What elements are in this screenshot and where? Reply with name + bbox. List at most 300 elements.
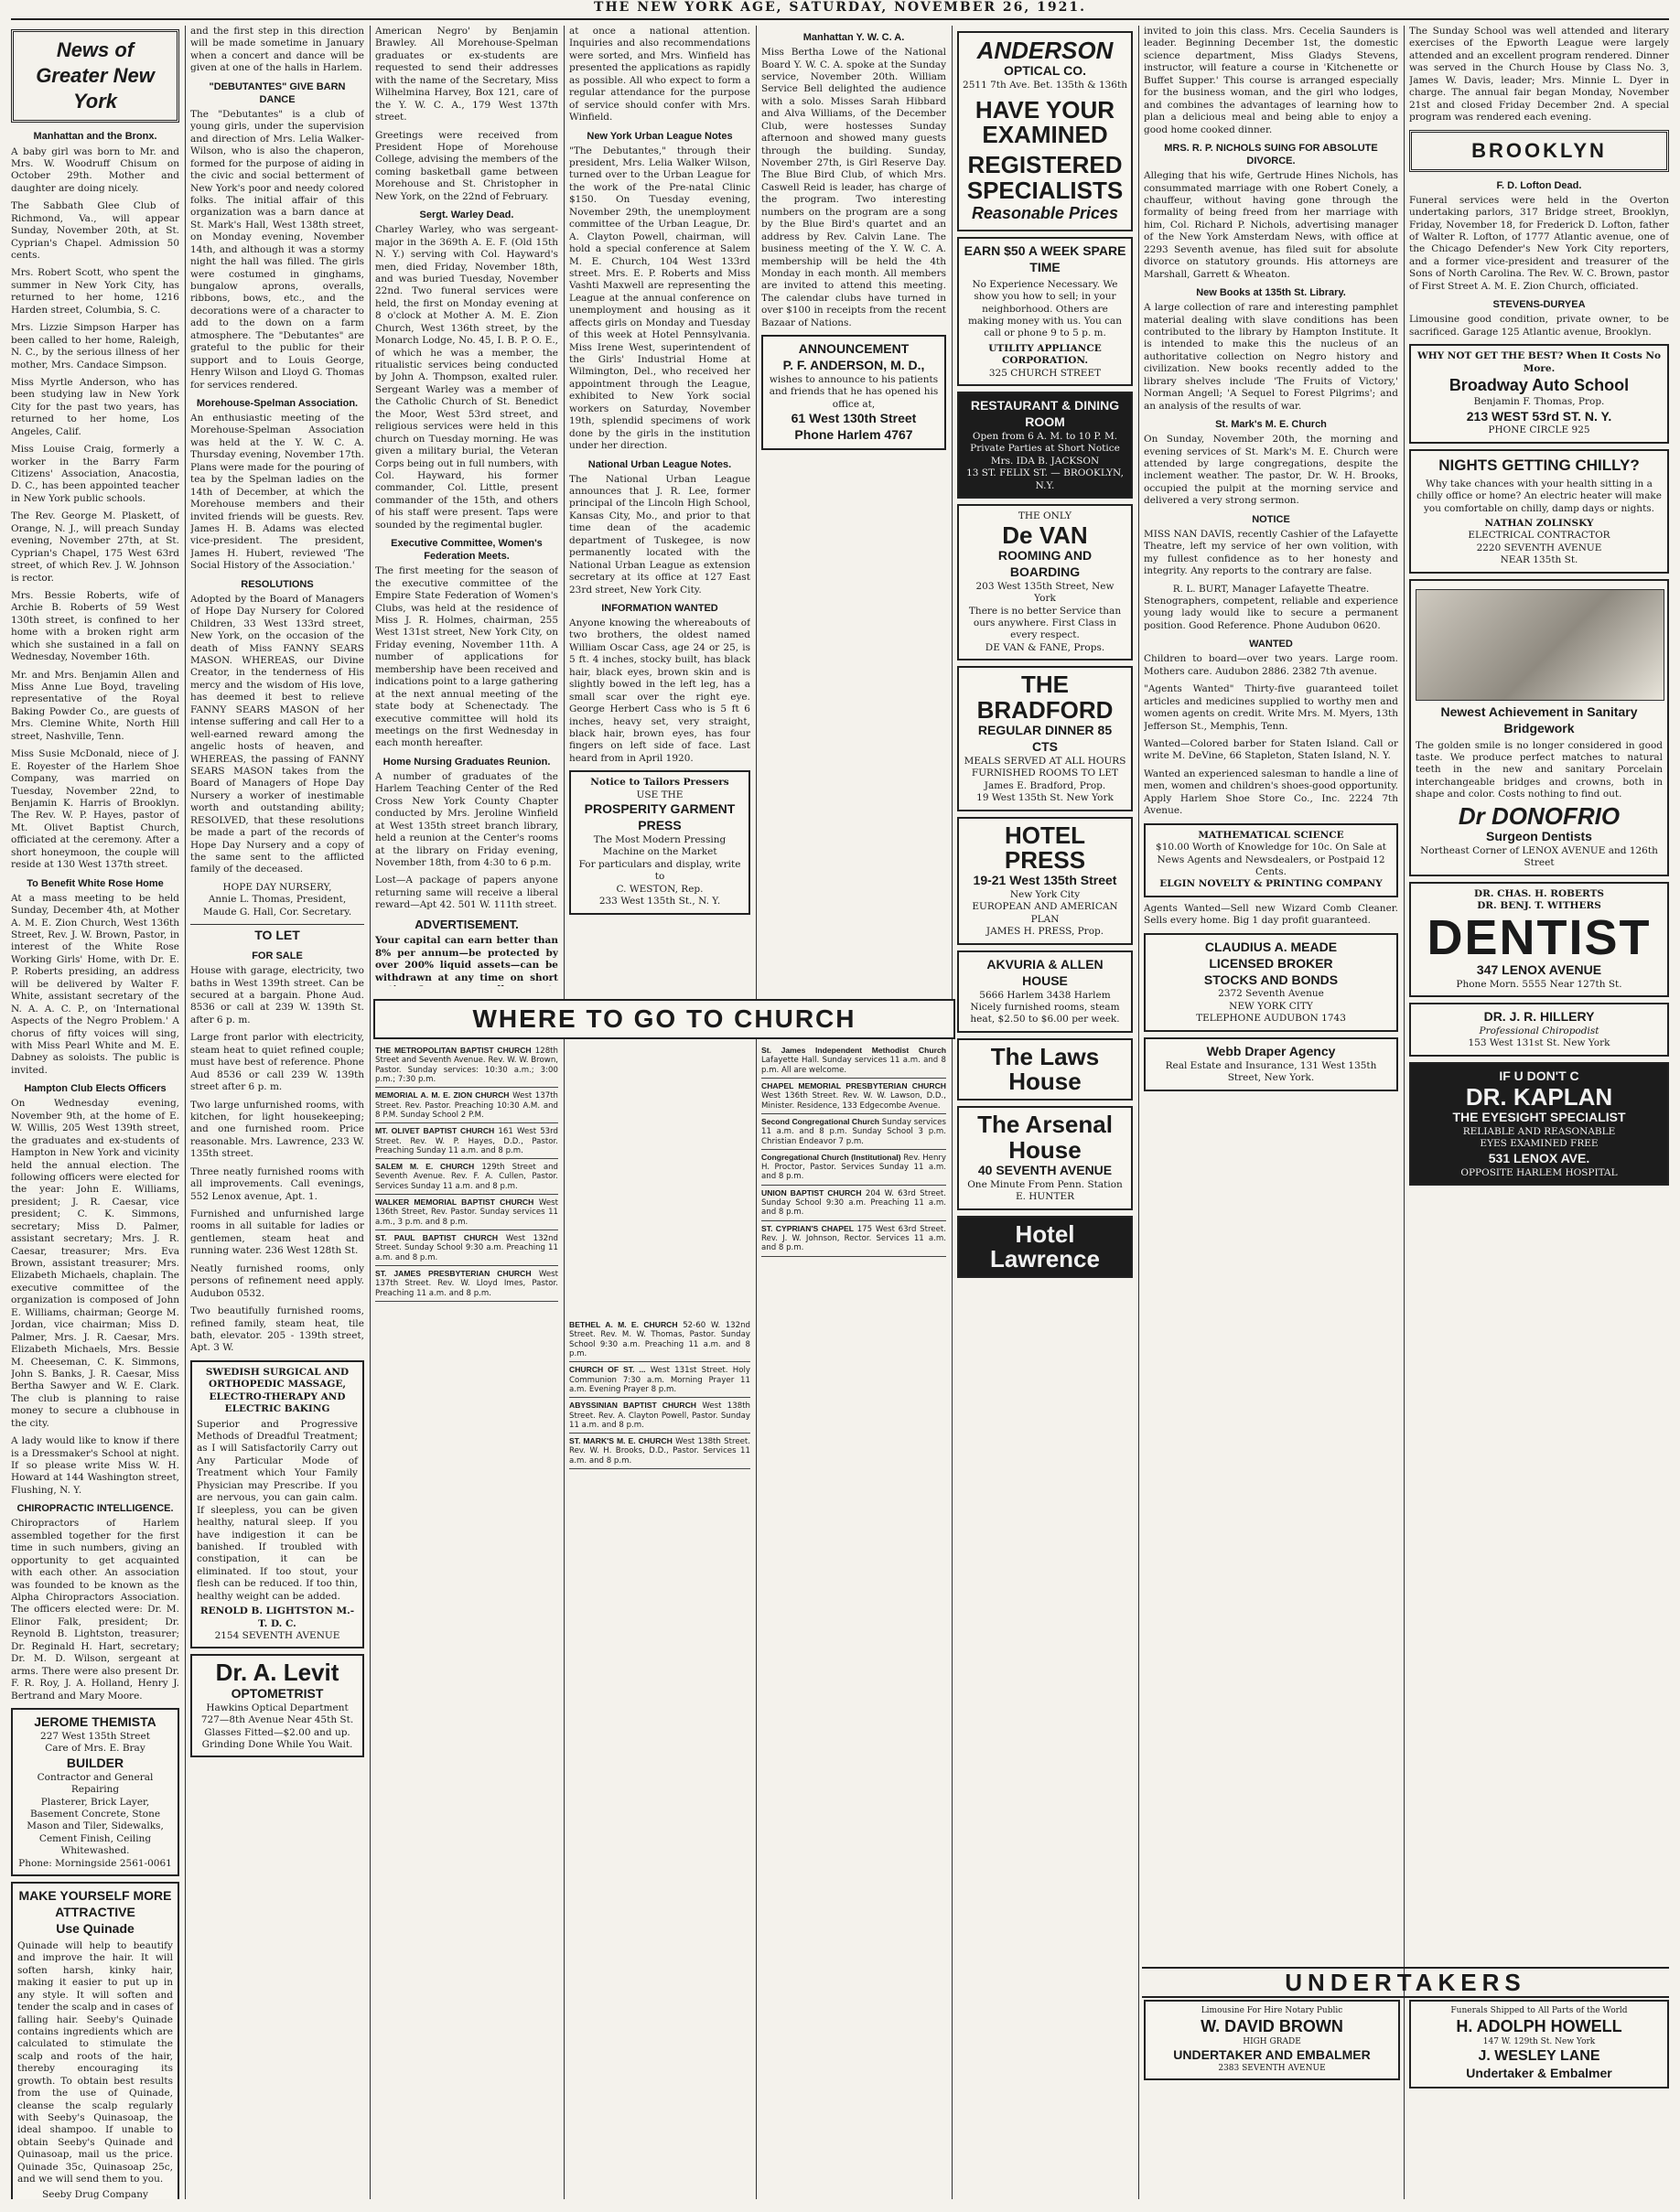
dentist-illustration [1416,589,1664,701]
article-body: "The Debutantes," through their president, Mrs. Lelia Walker Wilson, turned over to the Urban League for the work of the Pre-natal Clinic $150. On Tuesday evening, November 29th, the unemployment committee of the Urban League, Dr. A. Clayton Powell, chairman, will hold a special conference at Salem M. E. Church, 104 West 133rd street. Mrs. E. P. Roberts and Miss Vashti Maxwell are representing the League at the annual conference on unemployment and housing as it affects girls on Monday and Tuesday of this week at Hotel Pennsylvania. Miss Irene West, superintendent of the Girls' Industrial Home at Wilmington, Del., who received her appointment through the League, exhibited to New York social workers on Saturday, November 19th, splendid specimens of work done by the girls in the institution under her direction. [569,145,750,452]
news-item: Mrs. Lizzie Simpson Harper has been called to her home, Raleigh, N. C., by the serious illness of her mother, Mrs. Candace Simpson. [11,322,179,370]
ad-line: EYES EXAMINED FREE [1480,1138,1599,1150]
ad-line: James E. Bradford, Prop. [984,779,1106,791]
church-details: 129th Street and Seventh Avenue. Rev. F. A. Cullen, Pastor. Services Sunday 11 a.m. and 8 p.m. [375,1163,558,1191]
column-rule [1138,26,1139,2199]
church-name: ST. JAMES PRESBYTERIAN CHURCH [375,1268,532,1278]
church-listing [375,1195,558,1230]
church-listing [375,1088,558,1123]
article-body: Funeral services were held in the Overton undertaking parlors, 317 Bridge street, Brooklyn, Friday, November 18, for Frederick D. Lofton, father of Walter R. Lofton, of 1777 Atlantic avenue, one of the Chicago Defender's New York City reporters, and a former vice-president and treasurer of the Sons of North Carolina. The Rev. W. C. Brown, pastor of First Street A. M. E. Zion Church, officiated. [1409,194,1669,292]
church-listing [375,1266,558,1302]
ad-line: New York City [1009,889,1081,900]
ad-title: J. WESLEY LANE [1478,2048,1600,2064]
church-name: CHAPEL MEMORIAL PRESBYTERIAN CHURCH [761,1080,946,1090]
ad-title: De VAN [1002,521,1088,549]
church-listing [375,1123,558,1159]
ad-line: TELEPHONE AUDUBON 1743 [1196,1013,1346,1025]
ad-line: Plasterer, Brick Layer, Basement Concrete, Stone Mason and Tiler, Sidewalks, Cement Finish, Ceiling Whitewashed. [27,1796,164,1857]
section-banner: News of Greater New York [11,29,179,123]
ad-line: 61 West 130th Street [791,411,917,426]
church-column-a [375,1043,558,2199]
ad-line: Glasses Fitted—$2.00 and up. [204,1726,350,1738]
ad-title: MATHEMATICAL SCIENCE [1198,829,1344,841]
church-details: Rev. Henry H. Proctor, Pastor. Services Sunday 11 a.m. and 8 p.m. [761,1153,946,1182]
column-rule [564,26,565,2199]
column-5-ads [957,26,1133,2199]
church-directory-header: WHERE TO GO TO CHURCH [373,999,955,1039]
classified-ad: Furnished and unfurnished large rooms in all suitable for ladies or gentlemen, steam heat and running water. 236 West 128th St. [190,1208,364,1257]
church-listing [375,1043,558,1088]
signature-line: HOPE DAY NURSERY, [222,881,332,893]
article-body: An enthusiastic meeting of the Morehouse-Spelman Association was held at the Y. W. C. A. Thursday evening, November 17th. Plans were made for the pouring of tea by the Spelman ladies on the 14th of December, at which the Morehouse members and their invited friends will be guests. Rev. James H. B. Adams was elected vice-president. The president, James H. Hubert, reviewed 'The Social History of the Association.' [190,413,364,572]
news-item: A baby girl was born to Mr. and Mrs. W. Woodruff Chisum on October 29th. Mother and daughter are doing nicely. [11,145,179,194]
column-rule [1404,26,1405,2199]
ad-line: RELIABLE AND REASONABLE [1462,1125,1616,1137]
article-heading: To Benefit White Rose Home [27,877,164,889]
broker-ad [1144,933,1398,1032]
ad-pre: IF U DON'T C [1499,1068,1579,1083]
ad-line: 203 West 135th Street, New York [975,580,1115,605]
article-heading: New Books at 135th St. Library. [1196,287,1346,299]
ad-line: 5666 Harlem 3438 Harlem [979,989,1111,1001]
hotel-press-ad [957,817,1133,945]
church-details: West 136th Street, Rev. Pastor. Sunday services 11 a.m., 3 p.m. and 8 p.m. [375,1198,558,1227]
column-3 [375,26,558,986]
ad-title: HOTEL PRESS [1004,821,1086,874]
ad-subtitle: Surgeon Dentists [1486,828,1592,843]
ad-line: C. WESTON, Rep. [616,883,704,895]
church-listing [569,1398,750,1434]
news-item: Mrs. Bessie Roberts, wife of Archie B. Roberts of 59 West 130th street, is confined to her home with a broken right arm which she sustained in a fall on Wednesday, November 16th. [11,589,179,663]
ad-body: No Experience Necessary. We show you how to sell; in your neighborhood. Others are making money with us. You can call or phone 9 to 5 p. m. [967,278,1123,339]
dentist-ad [1409,882,1669,997]
advertisement-heading: ADVERTISEMENT. [415,917,519,931]
ad-subtitle: THE EYESIGHT SPECIALIST [1452,1109,1626,1124]
undertaker-box [1144,2000,1400,2080]
church-name: THE METROPOLITAN BAPTIST CHURCH [375,1046,532,1055]
eyesight-ad [1409,1062,1669,1186]
article-heading: Executive Committee, Women's Federation Meets. [391,538,543,563]
church-name: WALKER MEMORIAL BAPTIST CHURCH [375,1197,534,1208]
ad-body: Superior and Progressive Methods of Dreadful Treatment; as I will Satisfactorily Carry out Any Particular Mode of Treatment which Your Family Physician may Prescribe. If you are nervous, you can gain calm. If sleepless, you can be given healthy, natural sleep. If you have indigestion it can be banished. If troubled with constipation, it can be eliminated. If too stout, your flesh can be reduced. If too thin, healthy weight can be added. [197,1418,358,1602]
builder-ad [11,1708,179,1876]
church-details: 52-60 W. 132nd Street. Rev. M. W. Thomas, Pastor. Sunday School 9:30 a.m. Preaching 11 a.m. and 8 p.m. [569,1321,750,1358]
classified-heading: STEVENS-DURYEA [1492,299,1586,311]
ad-title: ANNOUNCEMENT [798,341,910,357]
ad-title: Broadway Auto School [1448,376,1630,395]
news-item: Mrs. Robert Scott, who spent the summer in New York City, has returned to her home, 1216 Harden street, Columbia, S. C. [11,267,179,316]
church-column-c [761,1043,946,2199]
article-body: The first meeting for the season of the executive committee of the Empire State Federation of Women's Clubs, was held at the residence of Miss J. R. Holmes, chairman, 255 West 131st street, New York City, on Friday evening, November 11th. A number of applications for membership have been received and indications point to a large gathering at the next annual meeting of the state body at Schenectady. The executive committee will hold its meetings on the first Wednesday in each month hereafter. [375,565,558,749]
arsenal-house-ad [957,1106,1133,1209]
article-heading: F. D. Lofton Dead. [1496,179,1582,191]
church-listing [761,1079,946,1114]
classified-ad: Two beautifully furnished rooms, refined family, steam heat, tile bath, elevator. 205 - 139th street, Apt. 3 W. [190,1305,364,1354]
ad-line: REGULAR DINNER 85 CTS [977,722,1113,754]
notice-heading: NOTICE [1252,513,1290,525]
brooklyn-banner: BROOKLYN [1409,130,1669,172]
classified-heading: TO LET [190,924,364,944]
bradford-ad [957,666,1133,811]
ad-subtitle: Professional Chiropodist [1479,1025,1599,1036]
ad-address: 2154 SEVENTH AVENUE [214,1630,340,1642]
article-heading: Morehouse-Spelman Association. [196,397,359,409]
article-heading: National Urban League Notes. [587,458,732,470]
news-item: The Sabbath Glee Club of Richmond, Va., will appear Sunday, November 20th, at St. Cyprian's Chapel. Admission 50 cents. [11,200,179,262]
ad-line: PROSPERITY GARMENT PRESS [584,801,736,833]
ad-line: BUILDER [66,1755,124,1770]
church-name: ST. PAUL BAPTIST CHURCH [375,1233,499,1242]
ad-title: EARN $50 A WEEK SPARE TIME [964,242,1126,274]
akvuria-ad [957,950,1133,1033]
classified-ad: Limousine good condition, private owner, to be sacrificed. Garage 125 Atlantic avenue, Brooklyn. [1409,314,1669,338]
laws-house-ad [957,1038,1133,1101]
ad-line: E. HUNTER [1015,1191,1075,1203]
ad-line: USE THE [636,789,684,800]
ad-headline: HAVE YOUR EXAMINED [975,95,1115,148]
article-body: A large collection of rare and interesting pamphlet material dealing with slave conditions has been contributed to the library by Hampton Institute. It is intended to make this the nucleus of an authoritative collection on Negro history and civilization. New books recently added to the library shelves include 'The Fruits of Victory,' Norman Angell; 'A Sequel to Forest Pilgrims'; and an analysis of the results of war. [1144,302,1398,412]
ad-line: DE VAN & FANE, Props. [985,641,1105,653]
chiropodist-ad [1409,1003,1669,1057]
ad-title: RESTAURANT & DINING ROOM [970,398,1120,430]
article-body: At a mass meeting to be held Sunday, December 4th, at Mother A. M. E. Zion Church, West 136th Street, Rev. J. W. Brown, Pastor, in interest of the White Rose Working Girls' Home, with Dr. E. P. Roberts presiding, an address will be delivered by Walter F. White, assistant secretary of the N. A. A. C. P., on 'International Aspects of the Negro Problem.' A chorus of fifty voices will sing, with Miss Pearl White and M. E. Dabney as soloists. The public is invited. [11,892,179,1076]
ad-body: Why take chances with your health sitting in a chilly office or home? An electric heater will make you comfortable on chilly, damp days or nights. [1416,478,1662,514]
ad-title: W. DAVID BROWN [1201,2017,1343,2036]
church-details: West 131st Street. Holy Communion 7:30 a.m. Morning Prayer 11 a.m. Evening Prayer 8 p.m. [569,1366,750,1394]
ad-line: Private Parties at Short Notice [970,443,1120,455]
church-listing [375,1230,558,1266]
section-heading: Manhattan and the Bronx. [33,131,157,143]
ad-signature: NATHAN ZOLINSKY [1484,517,1594,529]
ad-line: Grinding Done While You Wait. [201,1739,353,1750]
church-details: West 136th Street. Rev. W. W. Lawson, D.D., Minister. Residence, 133 Edgecombe Avenue. [761,1091,946,1111]
ad-line: Undertaker & Embalmer [1466,2066,1612,2080]
church-name: BETHEL A. M. E. CHURCH [569,1320,678,1329]
ad-line: Benjamin F. Thomas, Prop. [1473,396,1605,408]
ad-name: P. F. ANDERSON, M. D., [782,358,925,373]
ad-address: 153 West 131st St. New York [1468,1037,1610,1049]
ad-name: Dr DONOFRIO [1458,801,1621,830]
ad-subtitle: Use Quinade [56,1920,135,1936]
signature-line: Annie L. Thomas, President, [208,894,347,906]
ad-line: Phone Harlem 4767 [794,427,913,443]
church-details: 204 W. 63rd Street. Sunday School 9:30 a.m. Preaching 11 a.m. and 8 p.m. [761,1188,946,1218]
article-body: Greetings were received from President Hope of Morehouse College, advising the members of the coming basketball game between Morehouse and St. Christopher in New York, on the 22nd of February. [375,129,558,202]
ad-line: 19-21 West 135th Street [973,873,1117,888]
classified-ad: Three neatly furnished rooms with all improvements. Call evenings, 552 Lenox avenue, Apt. 1. [190,1165,364,1202]
draper-agency-ad [1144,1037,1398,1091]
column-7 [1409,26,1669,1956]
ad-address: 2511 7th Ave. Bet. 135th & 136th [963,80,1127,91]
ad-line: Contractor and General Repairing [37,1771,154,1796]
church-name: MEMORIAL A. M. E. ZION CHURCH [375,1090,510,1101]
church-details: 128th Street and Seventh Avenue. Rev. W. W. Brown, Pastor. Sunday services: 10:30 a.m.; 3:00 p.m.; 7:30 p.m. [375,1047,558,1084]
ad-title: Webb Draper Agency [1206,1043,1336,1058]
hotel-lawrence-ad [957,1216,1133,1279]
ad-line: DR. BENJ. T. WITHERS [1477,900,1601,912]
classified-ad: Large front parlor with electricity, steam heat to quiet refined couple; must have best of reference. Phone Aud 8536 or call 239 W. 139th street after 6 p. m. [190,1032,364,1093]
ad-line: 40 SEVENTH AVENUE [977,1163,1113,1178]
ad-line: There is no better Service than ours anywhere. First Class in every respect. [968,605,1122,641]
ad-line: Open from 6 A. M. to 10 P. M. [972,430,1118,442]
church-listing [761,1221,946,1257]
ad-line: Care of Mrs. E. Bray [45,1743,145,1755]
church-name: St. James Independent Methodist Church [761,1046,946,1055]
news-item: Miss Louise Craig, formerly a worker in the Barry Farm Citizens' Association, Anacostia, D. C., has been appointed teacher in New York public schools. [11,444,179,504]
classified-ad: Neatly furnished rooms, only persons of refinement need apply. Audubon 0532. [190,1262,364,1299]
ad-address: 347 LENOX AVENUE [1476,961,1602,977]
classified-ad: Agents Wanted—Sell new Wizard Comb Cleaner. Sells every home. Big 1 day profit guaranteed. [1144,902,1398,927]
church-listing [569,1362,750,1398]
ad-title: The Laws House [990,1042,1100,1096]
ad-title: Newest Achievement in Sanitary Bridgework [1440,703,1638,736]
article-body: Alleging that his wife, Gertrude Hines Nichols, has consummated marriage with one Robert Conely, a chauffeur, without having gone through the formality of being freed from her marriage with him, Col. Richard P. Nichols, advertising manager of the New York Amsterdam News, with office at 2293 Seventh avenue, has filed suit for absolute divorce on statutory grounds. His attorneys are Marshall, Garrett & Wheaton. [1144,170,1398,280]
article-body: and the first step in this direction will be made sometime in January when a concert and dance will be given at one of the halls in Harlem. [190,26,364,74]
article-body: Anyone knowing the whereabouts of two brothers, the oldest named William Oscar Cass, age 24 or 25, is 5 ft. 4 inches, stocky built, has black hair, black eyes, brown skin and is slightly bowed in the left leg, has a small scar over the right eye. George Herbert Cass who is 5 ft 6 inches, heavy set, very straight, black hair, brown eyes, has four fingers on left side of face. Last heard from in April 1920. [569,617,750,764]
church-listing [569,1434,750,1469]
ad-line: Phone: Morningside 2561-0061 [18,1857,172,1869]
ad-phone: Phone Morn. 5555 Near 127th St. [1456,978,1622,990]
quinade-ad [11,1882,179,2199]
church-listing [569,1317,750,1362]
ad-line: 19 West 135th St. New York [976,792,1114,804]
article-body: at once a national attention. Inquiries and also recommendations were sorted, and Mrs. Winfield has presented the applications as rapidly as possible. All who expect to form a regular attendance for the purpose of service should confer with Mrs. Winfield. [569,26,750,123]
ad-line: For particulars and display, write to [578,858,741,883]
article-heading: Sergt. Warley Dead. [419,209,514,221]
electric-heater-ad [1409,449,1669,574]
optometrist-ad [190,1654,364,1757]
ad-signature: RENOLD B. LIGHTSTON M.-T. D. C. [199,1605,355,1629]
classified-heading: FOR SALE [252,950,303,962]
classified-ad: Wanted—Colored barber for Staten Island. Call or write M. DeVine, 66 Stapleton, Staten Island, N. Y. [1144,738,1398,762]
ad-line: STOCKS AND BONDS [1203,972,1339,987]
ad-title: Dr. A. Levit [215,1659,339,1687]
article-heading: New York Urban League Notes [587,130,733,142]
church-listing [375,1159,558,1195]
ad-line: DR. CHAS. H. ROBERTS [1473,887,1604,899]
church-name: Second Congregational Church [761,1116,880,1126]
ad-line: LICENSED BROKER [1209,955,1333,971]
ad-title: ANDERSON [976,37,1114,64]
column-rule [952,26,953,2199]
ad-headline: REGISTERED SPECIALISTS [966,151,1124,204]
ad-title: AKVURIA & ALLEN HOUSE [986,956,1104,988]
dental-ad [1409,579,1669,876]
church-details: West 137th Street. Rev. Pastor. Preaching 10:30 A.M. and 8 P.M. Sunday School 2 P.M. [375,1091,558,1120]
announcement-ad [761,335,946,450]
ad-line: wishes to announce to his patients and friends that he has opened his office at, [769,373,939,410]
ad-body: $10.00 Worth of Knowledge for 10c. On Sale at News Agents and Newsdealers, or Postpaid 12 Cents. [1156,842,1386,877]
undertaker-ad-1 [1144,2000,1400,2199]
ad-pre: THE ONLY [1018,510,1072,522]
church-name: UNION BAPTIST CHURCH [761,1187,862,1197]
news-item: The Rev. George M. Plaskett, of Orange, N. J., will preach Sunday evening, November 27th, at St. Cyprian's Chapel, 175 West 63rd street, of which Rev. J. W. Johnson is rector. [11,510,179,584]
devan-ad [957,504,1133,660]
classified-ad: Two large unfurnished rooms, with kitchen, for light housekeeping; and one furnished room. Price reasonable. Mrs. Lawrence, 233 W. 135th street. [190,1099,364,1160]
news-item: Lost—A package of papers anyone returning same will receive a liberal reward—Apt 42. 501 W. 111th street. [375,875,558,911]
undertakers-header: UNDERTAKERS [1142,1967,1669,1998]
ad-title: MAKE YOURSELF MORE ATTRACTIVE [18,1888,172,1920]
church-details: West 137th Street. Rev. W. Lloyd Imes, Pastor. Preaching 11 a.m. and 8 p.m. [375,1269,558,1298]
restaurant-ad [957,392,1133,499]
ad-address: 2383 SEVENTH AVENUE [1218,2063,1326,2073]
article-body: On Sunday, November 20th, the morning and evening services of St. Mark's M. E. Church were attended by large congregations, despite the inclement weather. The pastor, Dr. W. H. Brooks, occupied the pulpit at the morning service and delivered a very strong sermon. [1144,434,1398,507]
ad-line: Mrs. IDA B. JACKSON [990,455,1100,467]
ad-title: Notice to Tailors Pressers [590,777,729,789]
article-heading: St. Mark's M. E. Church [1215,419,1327,431]
ad-title: DENTIST [1427,909,1652,965]
church-name: ST. CYPRIAN'S CHAPEL [761,1223,854,1233]
ad-title: DR. J. R. HILLERY [1483,1008,1595,1024]
ad-line: 233 West 135th St., N. Y. [598,896,721,907]
ad-body: Real Estate and Insurance, 131 West 135th Street, New York. [1165,1059,1377,1084]
notice-signature: R. L. BURT, Manager Lafayette Theatre. [1172,583,1370,595]
earn-ad [957,237,1133,386]
ad-body: The golden smile is no longer considered in good taste. We produce perfect matches to natural teeth in the new and sanitary Porcelain interchangeable bridges and crowns, both in shape and color. Costs nothing to find out. [1416,739,1663,800]
ad-line: UNDERTAKER AND EMBALMER [1173,2047,1371,2062]
ad-line: 227 West 135th Street [40,1730,150,1742]
classified-heading: WANTED [1249,639,1293,650]
article-body: Miss Bertha Lowe of the National Board Y. W. C. A. spoke at the Sunday service, November 20th. William Service Bell delighted the audience with a solo. Misses Sarah Hibbard and Alva Williams, of the December Club, were hostesses Sunday afternoon and showed many guests through the building. Sunday, November 27th, is Girl Reserve Day. The Blue Bird Club, of which Mrs. Caswell Reid is leader, has charge of the program. Two interesting numbers on the program are a song by the Blue Bird's quartet and an address by Rev. Calvin Lane. The business meeting of the Y. W. C. A. membership will be held the 4th Monday in each month. All members are invited to attend this meeting. The calendar clubs have turned in over $100 in receipts from the recent Bazaar of Nations. [761,47,946,328]
ad-line: NEW YORK CITY [1229,1000,1313,1012]
news-item: Mr. and Mrs. Benjamin Allen and Miss Anne Lue Boyd, traveling representative of the Royal Baking Powder Co., are guests of Mrs. Clemine White, North Hill street, Nashville, Tenn. [11,669,179,742]
column-1 [11,26,179,2199]
ad-line: EUROPEAN AND AMERICAN PLAN [972,901,1118,925]
ad-pre: Funerals Shipped to All Parts of the World [1450,2006,1628,2015]
ad-pre: WHY NOT GET THE BEST? When It Costs No More. [1416,350,1662,374]
ad-line: MEALS SERVED AT ALL HOURS [964,755,1126,767]
classified-ad: Wanted an experienced salesman to handle a line of men, women and children's shoes-good opportunity. Apply Harlem Shoe Store Co., Inc. 2224 7th Avenue. [1144,768,1398,817]
ad-title: Hotel Lawrence [990,1219,1100,1273]
ad-line: FURNISHED ROOMS TO LET [971,768,1119,779]
church-details: Lafayette Hall. Sunday services 11 a.m. and 8 p.m. All are welcome. [761,1056,946,1075]
garment-press-ad [569,770,750,914]
article-body: The Sunday School was well attended and literary exercises of the Epworth League were largely attended and an excellent program rendered. Dinner was served in the Church House by Class No. 3, James W. Davis, leader; Mrs. Minnie L. Dyer in charge. The annual fair began Monday, November 21st and closed Friday December 2nd. A special program was rendered each evening. [1409,26,1669,123]
classified-ad: Stenographers, competent, reliable and experience young lady would like to secure a permanent position. Good Reference. Phone Audubon 0620. [1144,596,1398,631]
ad-subtitle: OPTICAL CO. [1004,63,1086,79]
ad-headline: Reasonable Prices [971,203,1119,222]
column-5 [761,26,946,986]
article-heading: "DEBUTANTES" GIVE BARN DANCE [209,81,346,105]
article-body: American Negro' by Benjamin Brawley. All Morehouse-Spelman graduates or ex-students are requested to send their addresses with the name of the Secretary, Miss Wilhelmina Harvey, Box 121, care of the Y. W. C. A., 179 West 137th street. [375,26,558,123]
ad-line: 2220 SEVENTH AVENUE [1476,542,1602,553]
ad-line: ELECTRICAL CONTRACTOR [1468,530,1610,542]
church-name: ST. MARK'S M. E. CHURCH [569,1436,673,1446]
ad-title: THE BRADFORD [976,671,1114,724]
ad-line: NEAR 135th St. [1500,554,1578,566]
article-heading: Hampton Club Elects Officers [24,1083,167,1095]
math-science-ad [1144,823,1398,897]
article-heading: MRS. R. P. NICHOLS SUING FOR ABSOLUTE DIVORCE. [1164,142,1378,167]
church-details: 175 West 63rd Street. Rev. J. W. Johnson, Rector. Services 11 a.m. and 8 p.m. [761,1224,946,1253]
news-item: Miss Myrtle Anderson, who has been studying law in New York City for the past two years, has returned to her home, Los Angeles, Calif. [11,376,179,437]
column-6 [1144,26,1398,1956]
ad-company: ELGIN NOVELTY & PRINTING COMPANY [1159,878,1383,890]
ad-line: 2372 Seventh Avenue [1218,988,1324,1000]
church-listing [761,1186,946,1221]
auto-school-ad [1409,344,1669,444]
news-item: Miss Susie McDonald, niece of J. E. Royester of the Harlem Shoe Company, was married on Tuesday, November 22nd, to Benjamin K. Harris of Brooklyn. The Rev. W. P. Hayes, pastor of Mt. Olivet Baptist Church, officiated at the ceremony. After a short honeymoon, the couple will reside at 130 West 137th street. [11,748,179,871]
masthead: THE NEW YORK AGE, SATURDAY, NOVEMBER 26, 1921. [11,0,1669,20]
article-heading: CHIROPRACTIC INTELLIGENCE. [16,1503,174,1515]
church-listing [761,1043,946,1079]
article-body: A number of graduates of the Harlem Teaching Center of the Red Cross New York County Chapter conducted by Mrs. Jeroline Winfield at West 135th street branch library, held a reunion at the Center's rooms at the library on Friday evening, November 18th, from 4:30 to 6 p.m. [375,770,558,868]
ad-title: DR. KAPLAN [1465,1082,1613,1111]
ad-line: The Most Modern Pressing Machine on the Market [593,833,727,858]
church-details: 161 West 53rd Street. Rev. W. P. Hayes, D.D., Pastor. Preaching Sunday 11 a.m. and 8 p.m. [375,1127,558,1155]
article-body: The "Debutantes" is a club of young girls, under the supervision and direction of Mrs. Lelia Walker-Wilson, who is also the chaperon, formed for the purpose of aiding in the civic and social betterment of New York's poor and needy colored folks. The initial affair of this organization was a barn dance at St. Mark's Hall, West 138th street, on Monday evening, November 14th, and although it was a stormy night the hall was filled. The girls were costumed in ginghams, bungalow aprons, overalls, ribbons, bows, etc., and the decorations were of a character to add to the down on a farm atmosphere. The "Debutantes" are grateful to the public for their support and to Louis George, Henry Wilson and Lloyd G. Thomas for services rendered. [190,108,364,391]
church-details: West 132nd Street. Sunday School 9:30 a.m. Preaching 11 a.m. and 8 p.m. [375,1234,558,1262]
signature-line: Maude G. Hall, Cor. Secretary. [202,906,352,918]
column-rule [370,26,371,2199]
ad-line: HIGH GRADE [1243,2036,1301,2046]
column-2 [190,26,364,2199]
ad-title: SWEDISH SURGICAL AND ORTHOPEDIC MASSAGE, ELECTRO-THERAPY AND ELECTRIC BAKING [205,1366,350,1415]
ad-signature: Seeby Drug Company [42,2188,148,2199]
ad-title: H. ADOLPH HOWELL [1456,2017,1622,2036]
ad-line: Nicely furnished rooms, steam heat, $2.50 to $6.00 per week. [970,1002,1120,1025]
church-listing [761,1150,946,1186]
ad-title: The Arsenal House [977,1111,1113,1164]
massage-ad [190,1360,364,1649]
article-body: Chiropractors of Harlem assembled together for the first time in such numbers, giving an opportunity to get acquainted with each other. An association was founded to be known as the Alpha Chiropractors Association. The officers elected were: Dr. M. Elinor Falk, president; Dr. Reynold B. Lightston, treasurer; Dr. Reginald H. Hart, secretary; Dr. M. D. Wilson, sergeant at arms. There were also present Dr. F. R. Roy, J. A. Holland, Henry J. Bertrand and Mary Moore. [11,1518,179,1702]
church-name: CHURCH OF ST. ... [569,1365,646,1375]
ad-company: UTILITY APPLIANCE CORPORATION. [988,342,1102,367]
church-details: West 138th Street. Rev. W. H. Brooks, D.D., Pastor. Services 11 a.m. and 8 p.m. [569,1437,750,1466]
anderson-optical-ad [957,31,1133,231]
ad-title: JEROME THEMISTA [34,1713,156,1729]
ad-address: 147 W. 129th St. New York [1482,2036,1596,2046]
ad-line: OPTOMETRIST [231,1685,324,1701]
undertaker-ad-2 [1409,2000,1669,2199]
church-name: MT. OLIVET BAPTIST CHURCH [375,1126,495,1136]
ad-line: 13 ST. FELIX ST. — BROOKLYN, N.Y. [966,467,1124,491]
church-details: West 138th Street. Rev. A. Clayton Powell, Pastor. Sunday 11 a.m. and 8 p.m. [569,1401,750,1430]
church-details: Sunday services 11 a.m. and 8 p.m. Sunday School 3 p.m. Christian Endeavor 7 p.m. [761,1117,946,1146]
advertisement-body: Your capital can earn better than 8% per annum—be protected by over 200% liquid assets—can be withdrawn at any time on short [375,935,558,983]
church-name: Congregational Church (Institutional) [761,1152,901,1162]
ad-pre: Limousine For Hire Notary Public [1201,2006,1343,2015]
article-heading: Home Nursing Graduates Reunion. [382,756,551,768]
church-name: SALEM M. E. CHURCH [375,1162,475,1172]
ad-address: Northeast Corner of LENOX AVENUE and 126th Street [1420,844,1658,869]
ad-body: Quinade will help to beautify and improve the hair. It will soften harsh, kinky hair, making it easier to put up in any style. It will soften and tender the scalp and in cases of falling hair. Seeby's Quinade contains ingredients which are calculated to stimulate the scalp and roots of the hair, thereby encouraging its growth. To obtain best results from the use of Quinade, cleanse the scalp regularly with Seeby's Quinasoap, the ideal shampoo. If unable to obtain Seeby's Quinade and Quinasoap, mail us the price. Quinade 35c, Quinasoap 25c, and we will send them to you. [17,1939,173,2185]
church-column-b [569,1317,750,2199]
church-listing [761,1114,946,1150]
ad-line: Hawkins Optical Department [206,1702,349,1713]
column-rule [756,26,757,2199]
article-body: Charley Warley, who was sergeant-major in the 369th A. E. F. (Old 15th N. Y.) serving with Col. Hayward's men, died Friday, November 18th, and was buried Tuesday, November 22nd. Two funeral services were held, the first on Monday evening at 8 o'clock at Mother A. M. E. Zion Church, West 136th street, by the Monarch Lodge, No. 45, I. B. P. O. E., of which he was a member, the ritualistic services being conducted by John A. Thompson, exalted ruler. Sergeant Warley was a member of the Catholic Church of St. Benedict the Moor, West 53rd street, and religious services were held in this church on Tuesday morning. He was given a military burial, the Veteran Corps being out in full numbers, with Col. Hayward, his former commander, Col. Little, present commander of the 15th, and others of his staff were present. Taps were sounded by the regimental bugler. [375,224,558,531]
ad-line: PHONE CIRCLE 925 [1488,424,1590,436]
classified-ad: House with garage, electricity, two baths in West 139th street. Can be secured at a bargain. Phone Aud. 8536 or call at 239 W. 139th St. after 6 p. m. [190,965,364,1025]
church-name: ABYSSINIAN BAPTIST CHURCH [569,1401,696,1411]
ad-address: 325 CHURCH STREET [988,367,1102,379]
article-body: On Wednesday evening, November 9th, at the home of E. W. Willis, 205 West 139th street, the graduates and ex-students of Hampton in New York and vicinity held the annual election. The following officers were elected for the year: John E. Williams, president; J. R. Caesar, vice president; C. K. Simmons, secretary; Miss D. Palmer, assistant secretary; Mrs. J. R. Caesar, treasurer; Mrs. Eva Brown, assistant treasurer; Mrs. Elizabeth Michaels, chaplain. The executive committee of the organization is composed of John E. Williams, chairman; George M. Jordan, vice chairman; Miss D. Palmer, Mrs. J. R. Caesar, Mrs. Elizabeth Michaels, Mrs. Bessie M. Cheeseman, C. K. Simmons, John S. Banks, J. R. Caesar, Miss Bertha Sawyer and W. E. Clark. The club is planning to raise money to secure a clubhouse in the city. [11,1098,179,1429]
notice-body: MISS NAN DAVIS, recently Cashier of the Lafayette Theatre, left my service of her own volition, with my fullest confidence as to her honesty and integrity. Any reports to the contrary are false. [1144,528,1398,577]
article-body: Adopted by the Board of Managers of Hope Day Nursery for Colored Children, 33 West 133rd street, New York, on the occasion of the death of Miss FANNY SEARS MASON. WHEREAS, our Divine Creator, in the tenderness of His mercy and the wisdom of His love, has deemed it best to relieve FANNY SEARS MASON of her intense suffering and call Her to a well-earned reward among the angelic hosts of heaven, and WHEREAS, the passing of FANNY SEARS MASON takes from the Board of Managers of Hope Day Nursery a worker of inestimable worth and outstanding ability; RESOLVED, that these resolutions be made a part of the records of Hope Day Nursery and a copy of the same sent to the afflicted family of the deceased. [190,593,364,875]
ad-line: ROOMING AND BOARDING [997,547,1093,579]
news-item: A lady would like to know if there is a Dressmaker's School at night. If so please write Miss W. H. Howard at 144 Washington street, Flushing, N. Y. [11,1435,179,1496]
ad-title: NIGHTS GETTING CHILLY? [1438,456,1640,474]
column-rule [185,26,186,2199]
classified-ad: Children to board—over two years. Large room. Mothers care. Audubon 2886. 2382 7th avenue. [1144,653,1398,677]
article-heading: Manhattan Y. W. C. A. [802,32,905,43]
classified-ad: "Agents Wanted" Thirty-five guaranteed toilet articles and medicines supplied to worthy men and women agents on credit. Write Mrs. M. Myers, 13th Jefferson St., Memphis, Tenn. [1144,683,1398,732]
article-heading: INFORMATION WANTED [601,602,718,614]
undertaker-box [1409,2000,1669,2089]
ad-line: 531 LENOX AVE. [1488,1150,1590,1165]
ad-title: CLAUDIUS A. MEADE [1204,939,1338,954]
